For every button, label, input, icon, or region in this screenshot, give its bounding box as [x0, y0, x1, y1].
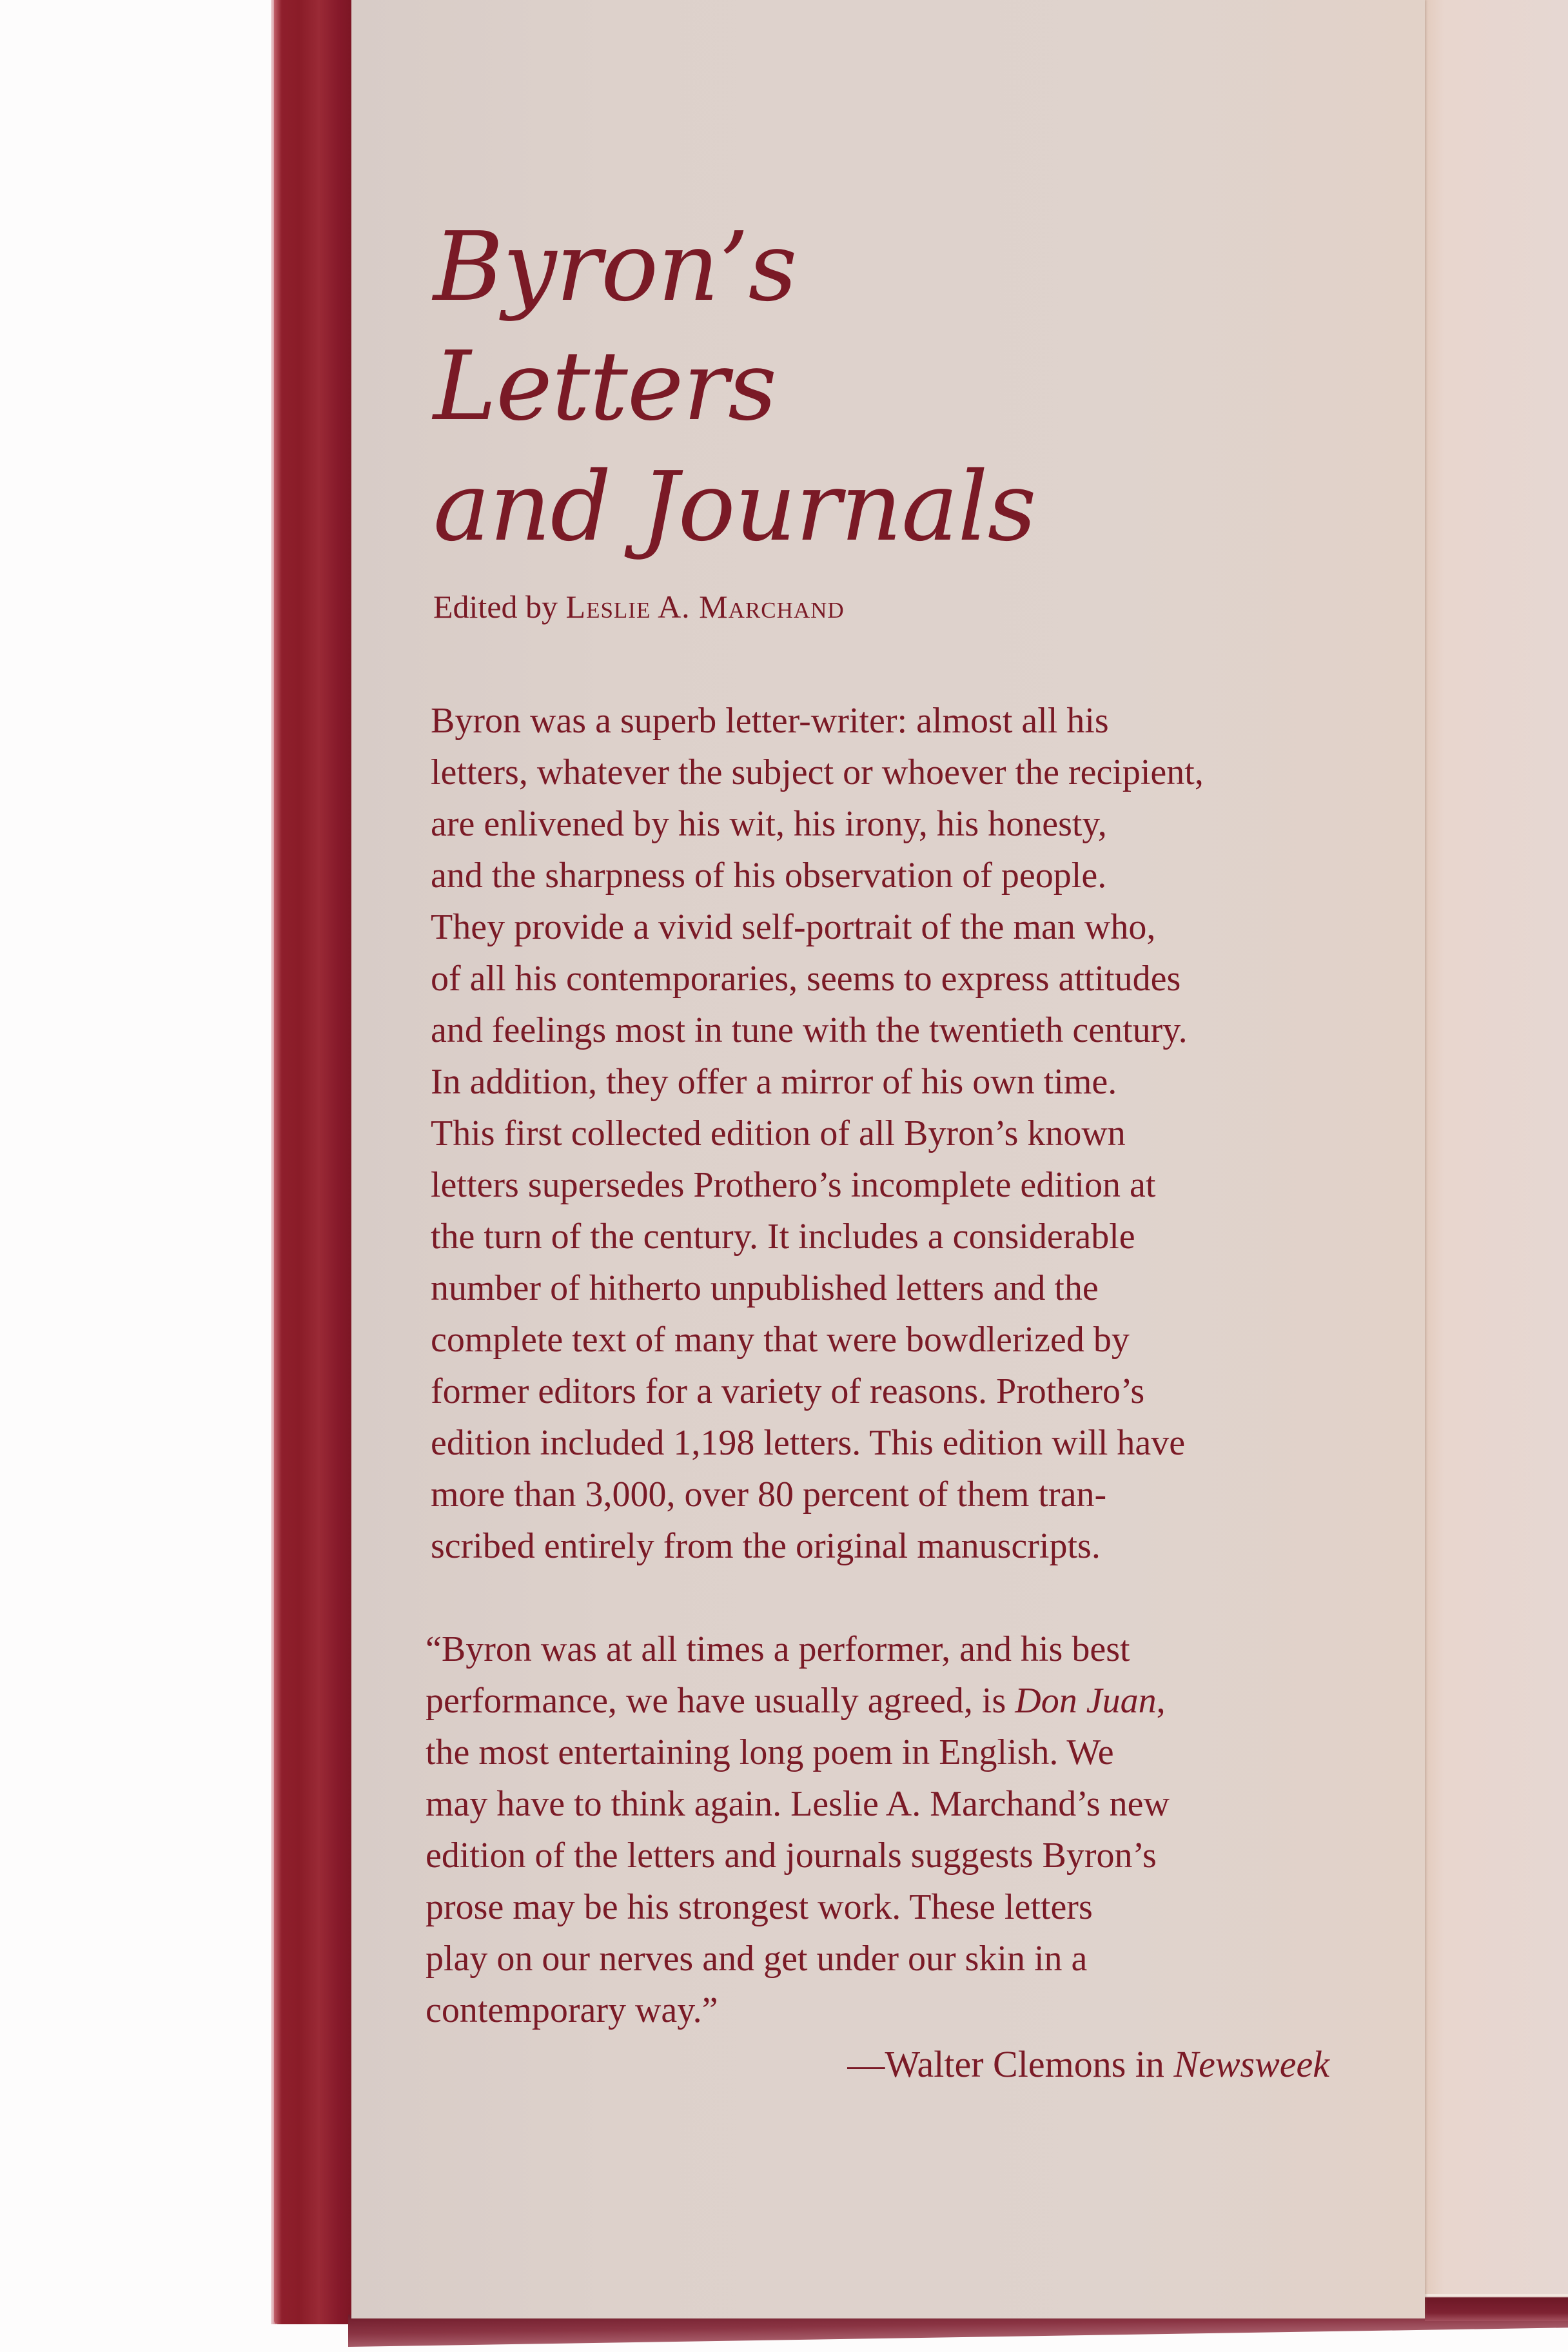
quote-line [426, 1675, 1341, 1727]
editor-credit [433, 588, 845, 625]
review-quote [426, 1623, 1341, 2036]
description-line: letters, whatever the subject or whoever the recipient, [431, 752, 1204, 792]
book-endpaper [1425, 0, 1568, 2295]
description-line: and feelings most in tune with the twentieth century. [431, 1010, 1188, 1050]
title-line-1: Byron’s [433, 211, 797, 322]
attribution-publication: Newsweek [1173, 2043, 1329, 2085]
quote-attribution [847, 2043, 1329, 2086]
quote-line: may have to think again. Leslie A. Marchand’s new [426, 1784, 1170, 1824]
description-line: They provide a vivid self-portrait of the man who, [431, 907, 1156, 947]
editor-name: Leslie A. Marchand [565, 589, 845, 625]
attribution-author: —Walter Clemons in [847, 2043, 1174, 2085]
description-line: scribed entirely from the original manuscripts. [431, 1526, 1101, 1566]
description-line: In addition, they offer a mirror of his own time. [431, 1062, 1117, 1102]
description-line: number of hitherto unpublished letters and the [431, 1268, 1099, 1308]
title-line-3: and Journals [433, 451, 1036, 562]
quote-line: play on our nerves and get under our skin in a [426, 1939, 1088, 1979]
description-paragraph [431, 695, 1346, 1572]
description-line: Byron was a superb letter-writer: almost all his [431, 701, 1109, 741]
quote-text: performance, we have usually agreed, is [426, 1681, 1015, 1721]
book-board-corner [1425, 2294, 1568, 2321]
quote-line: prose may be his strongest work. These letters [426, 1887, 1093, 1927]
quote-punct: , [1156, 1681, 1166, 1721]
description-line: This first collected edition of all Byron’s known [431, 1113, 1126, 1153]
description-line: are enlivened by his wit, his irony, his honesty, [431, 804, 1107, 844]
quote-line: “Byron was at all times a performer, and his best [426, 1629, 1130, 1669]
description-line: former editors for a variety of reasons. Prothero’s [431, 1371, 1145, 1411]
quote-line: the most entertaining long poem in English. We [426, 1732, 1114, 1772]
description-line: of all his contemporaries, seems to express attitudes [431, 959, 1181, 999]
description-line: more than 3,000, over 80 percent of them tran- [431, 1475, 1107, 1514]
description-line: and the sharpness of his observation of people. [431, 856, 1107, 896]
description-line: the turn of the century. It includes a considerable [431, 1217, 1135, 1257]
quote-line: contemporary way.” [426, 1990, 718, 2030]
quote-line: edition of the letters and journals suggests Byron’s [426, 1836, 1157, 1876]
editor-prefix: Edited by [433, 589, 558, 625]
description-line: complete text of many that were bowdlerized by [431, 1320, 1130, 1360]
book-cover-spine [274, 0, 351, 2324]
description-line: letters supersedes Prothero’s incomplete edition at [431, 1165, 1156, 1205]
description-line: edition included 1,198 letters. This edition will have [431, 1423, 1186, 1463]
quote-italic-title: Don Juan [1015, 1681, 1157, 1721]
title-line-2: Letters [433, 331, 777, 442]
